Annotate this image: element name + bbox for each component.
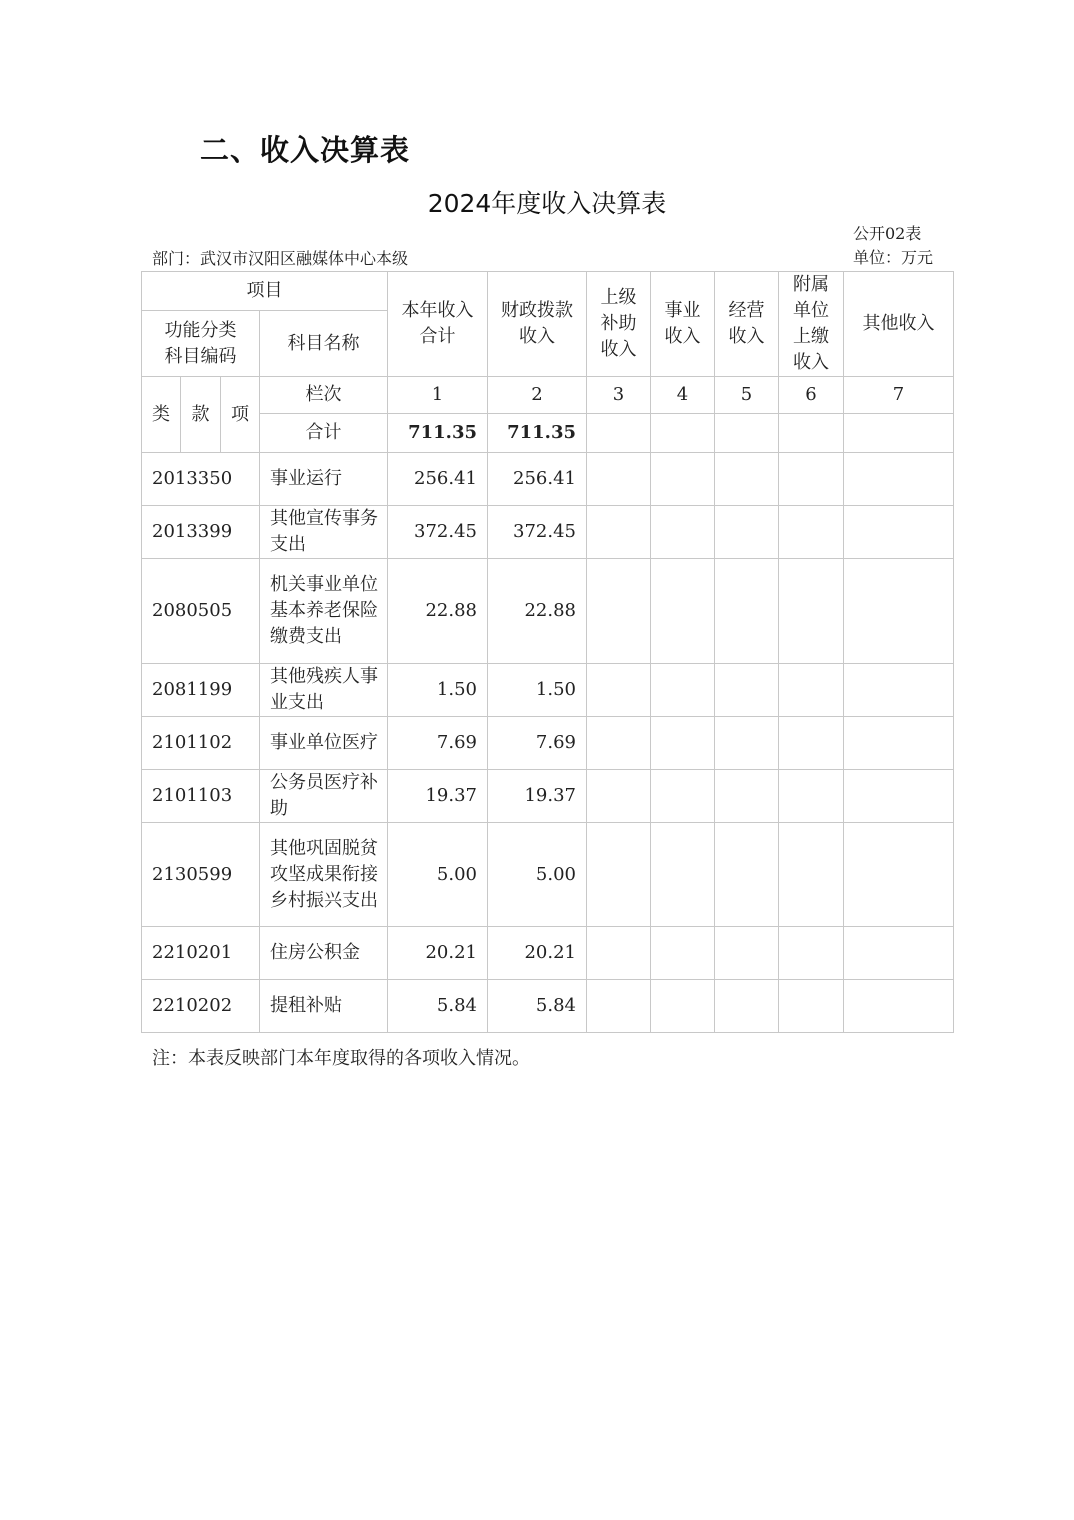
row-col1: 372.45 — [388, 506, 488, 559]
row-col2: 22.88 — [488, 559, 587, 664]
empty-cell — [844, 414, 954, 453]
row-code: 2210201 — [142, 927, 260, 980]
table-row — [142, 559, 954, 664]
table-header — [142, 272, 954, 453]
empty-cell — [651, 414, 715, 453]
row-col1: 1.50 — [388, 664, 488, 717]
row-col2: 1.50 — [488, 664, 587, 717]
row-col1: 22.88 — [388, 559, 488, 664]
total-col1: 711.35 — [388, 414, 488, 453]
table-row — [142, 980, 954, 1033]
column-number: 7 — [844, 377, 954, 414]
header-superior-subsidy: 上级补助收入 — [587, 272, 651, 377]
row-name: 公务员医疗补助 — [260, 770, 388, 823]
row-name: 其他残疾人事业支出 — [260, 664, 388, 717]
column-number: 1 — [388, 377, 488, 414]
section-heading: 二、收入决算表 — [200, 133, 411, 167]
row-code: 2210202 — [142, 980, 260, 1033]
header-lanci: 栏次 — [260, 377, 388, 414]
row-code: 2080505 — [142, 559, 260, 664]
row-col2: 372.45 — [488, 506, 587, 559]
row-col1: 7.69 — [388, 717, 488, 770]
header-total-income: 本年收入合计 — [388, 272, 488, 377]
row-name: 机关事业单位基本养老保险缴费支出 — [260, 559, 388, 664]
table-row — [142, 823, 954, 927]
row-code: 2130599 — [142, 823, 260, 927]
header-func-code: 功能分类科目编码 — [142, 311, 260, 377]
row-name: 事业运行 — [260, 453, 388, 506]
header-kuan: 款 — [181, 377, 221, 453]
table-title: 2024年度收入决算表 — [427, 189, 667, 218]
table-row — [142, 717, 954, 770]
row-col1: 256.41 — [388, 453, 488, 506]
row-col1: 20.21 — [388, 927, 488, 980]
column-number: 6 — [779, 377, 844, 414]
header-fiscal-income: 财政拨款收入 — [488, 272, 587, 377]
row-name: 其他宣传事务支出 — [260, 506, 388, 559]
table-code-label: 公开02表 — [853, 224, 922, 243]
header-affiliate-income: 附属单位上缴收入 — [779, 272, 844, 377]
header-other-income: 其他收入 — [844, 272, 954, 377]
total-label: 合计 — [260, 414, 388, 453]
row-code: 2081199 — [142, 664, 260, 717]
income-table — [141, 271, 954, 1033]
row-col1: 5.84 — [388, 980, 488, 1033]
row-col2: 19.37 — [488, 770, 587, 823]
header-subject-name: 科目名称 — [260, 311, 388, 377]
table-note: 注：本表反映部门本年度取得的各项收入情况。 — [152, 1048, 530, 1069]
row-col2: 7.69 — [488, 717, 587, 770]
unit-label: 单位：万元 — [853, 248, 934, 267]
header-lei: 类 — [142, 377, 181, 453]
column-number: 3 — [587, 377, 651, 414]
column-number: 5 — [715, 377, 779, 414]
row-name: 事业单位医疗 — [260, 717, 388, 770]
row-code: 2013350 — [142, 453, 260, 506]
column-number: 2 — [488, 377, 587, 414]
row-name: 住房公积金 — [260, 927, 388, 980]
table-row — [142, 927, 954, 980]
row-col2: 5.00 — [488, 823, 587, 927]
empty-cell — [779, 414, 844, 453]
row-code: 2101102 — [142, 717, 260, 770]
table-row — [142, 770, 954, 823]
row-name: 其他巩固脱贫攻坚成果衔接乡村振兴支出 — [260, 823, 388, 927]
row-col1: 5.00 — [388, 823, 488, 927]
empty-cell — [715, 414, 779, 453]
row-col1: 19.37 — [388, 770, 488, 823]
table-row — [142, 506, 954, 559]
table-body — [142, 453, 954, 1033]
row-col2: 20.21 — [488, 927, 587, 980]
header-project: 项目 — [142, 272, 388, 311]
row-code: 2013399 — [142, 506, 260, 559]
department-label: 部门：武汉市汉阳区融媒体中心本级 — [152, 249, 409, 268]
header-business-income: 事业收入 — [651, 272, 715, 377]
row-col2: 256.41 — [488, 453, 587, 506]
table-row — [142, 453, 954, 506]
row-code: 2101103 — [142, 770, 260, 823]
total-col2: 711.35 — [488, 414, 587, 453]
header-xiang: 项 — [221, 377, 260, 453]
table-row — [142, 664, 954, 717]
header-operating-income: 经营收入 — [715, 272, 779, 377]
column-number: 4 — [651, 377, 715, 414]
row-col2: 5.84 — [488, 980, 587, 1033]
empty-cell — [587, 414, 651, 453]
row-name: 提租补贴 — [260, 980, 388, 1033]
